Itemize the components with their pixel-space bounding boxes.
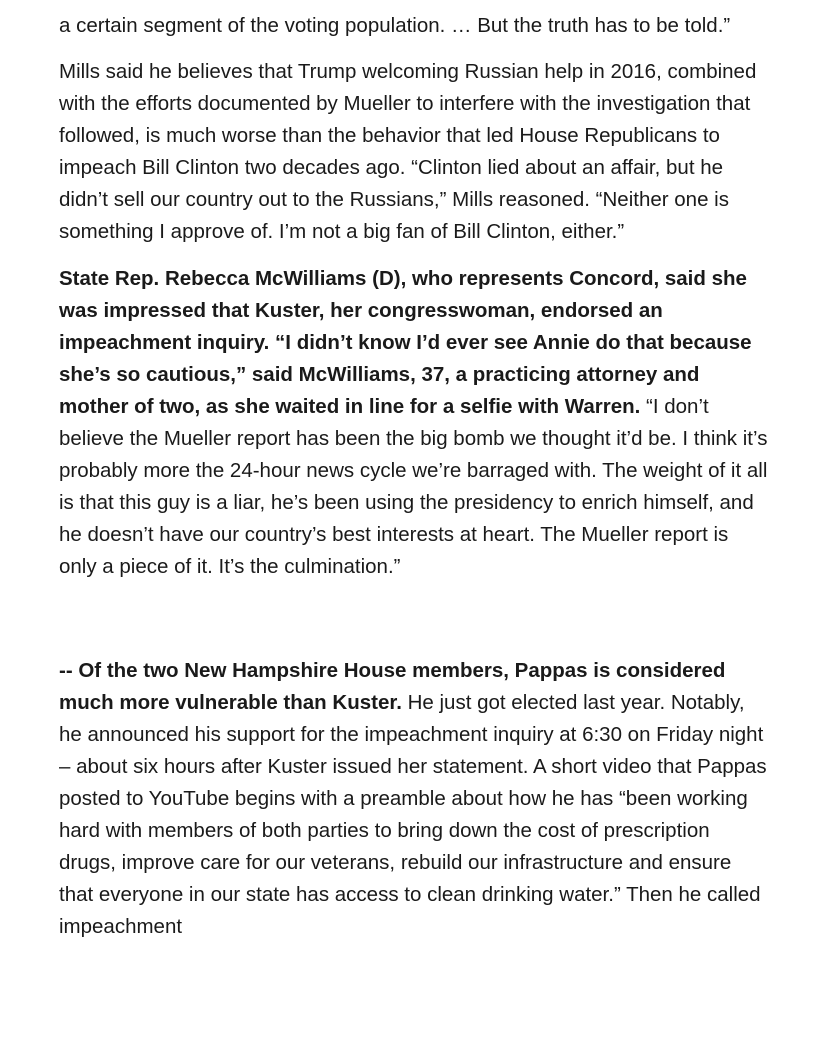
paragraph-mcwilliams [59,263,769,583]
paragraph-mills: Mills said he believes that Trump welcoming Russian help in 2016, combined with the efforts documented by Mueller to interfere with the investigation that followed, is much worse than the behavior that led House Republicans to impeach Bill Clinton two decades ago. “Clinton lied about an affair, but he didn’t sell our country out to the Russians,” Mills reasoned. “Neither one is something I approve of. I’m not a big fan of Bill Clinton, either.” [59,60,757,243]
paragraph-pappas [59,655,769,943]
article-body [59,10,769,943]
paragraph-pappas-body: He just got elected last year. Notably, he announced his support for the impeachment inquiry at 6:30 on Friday night – about six hours after Kuster issued her statement. A short video that Pappas posted to YouTube begins with a preamble about how he has “been working hard with members of both parties to bring down the cost of prescription drugs, improve care for our veterans, rebuild our infrastructure and ensure that everyone in our state has access to clean drinking water.” Then he called impeachment [59,691,767,938]
paragraph-pappas-lede: -- Of the two New Hampshire House members, Pappas is considered much more vulnerable than Kuster. [59,659,726,714]
paragraph-mcwilliams-quote: “I don’t believe the Mueller report has been the big bomb we thought it’d be. I think it’s probably more the 24-hour news cycle we’re barraged with. The weight of it all is that this guy is a liar, he’s been using the presidency to enrich himself, and he doesn’t have our country’s best interests at heart. The Mueller report is only a piece of it. It’s the culmination.” [59,395,768,578]
paragraph-quote-ending: a certain segment of the voting population. … But the truth has to be told.” [59,14,731,37]
paragraph-mcwilliams-lede: State Rep. Rebecca McWilliams (D), who represents Concord, said she was impressed that Kuster, her congresswoman, endorsed an impeachment inquiry. “I didn’t know I’d ever see Annie do that because she’s so cautious,” said McWilliams, 37, a practicing attorney and mother of two, as she waited in line for a selfie with Warren. [59,267,752,418]
